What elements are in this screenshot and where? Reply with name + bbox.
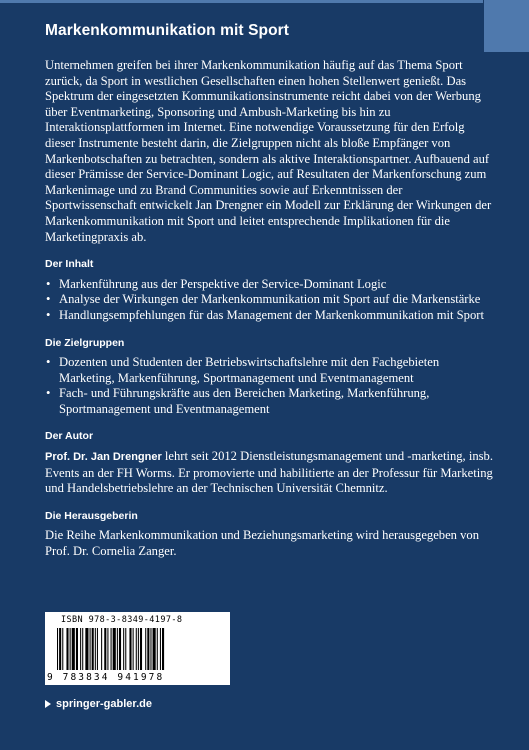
barcode-bar <box>104 628 106 670</box>
barcode-bar <box>150 628 151 670</box>
barcode-bars <box>57 628 219 670</box>
barcode-bar <box>97 628 98 670</box>
barcode-bar <box>107 628 108 670</box>
barcode-bar <box>136 628 137 670</box>
barcode-bar <box>101 628 102 670</box>
author-bio: lehrt seit 2012 Dienstleistungsmanagement und -marketing, insb. Events an der FH Worms. Er promovierte und habilitierte an der Professur für Marketing und Handelsbetriebslehre an der Technischen Universität Chemnitz. <box>45 449 493 496</box>
zielgruppen-list <box>45 355 493 417</box>
barcode-bar <box>138 628 139 670</box>
list-item: • Dozenten und Studenten der Betriebswirtschaftslehre mit den Fachgebieten Marketing, Markenführung, Sportmanagement und Eventmanagement <box>45 355 493 386</box>
header-rule <box>0 0 483 3</box>
arrow-right-icon <box>45 700 51 708</box>
list-item: • Markenführung aus der Perspektive der Service-Dominant Logic <box>45 277 493 293</box>
list-item: • Analyse der Wirkungen der Markenkommunikation mit Sport auf die Markenstärke <box>45 292 493 308</box>
barcode-bar <box>59 628 61 670</box>
barcode-bar <box>85 628 88 670</box>
barcode-bar <box>70 628 71 670</box>
barcode-bar <box>66 628 68 670</box>
barcode-digits: 9 783834 941978 <box>47 672 165 683</box>
barcode-bar <box>133 628 134 670</box>
barcode-bar <box>76 628 78 670</box>
barcode-bar <box>162 628 164 670</box>
barcode-bar <box>129 628 131 670</box>
barcode-bar <box>82 628 83 670</box>
barcode-bar <box>147 628 149 670</box>
barcode-bar <box>119 628 121 670</box>
section-heading-inhalt: Der Inhalt <box>45 258 94 271</box>
intro-paragraph: Unternehmen greifen bei ihrer Markenkommunikation häufig auf das Thema Sport zurück, da Sport in westlichen Gesellschaften einen hohen Stellenwert genießt. Das Spektrum der eingesetzten Kommunikationsinstrumente reicht dabei von der Werbung über Eventmarketing, Sponsoring und Ambush-Marketing bis hin zu Interaktionsplattformen im Internet. Eine notwendige Voraussetzung für den Erfolg dieser Instrumente besteht darin, die Zielgruppen nicht als bloße Empfänger von Markenbotschaften zu betrachten, sondern als aktive Interaktionspartner. Aufbauend auf dieser Prämisse der Service-Dominant Logic, auf Resultaten der Markenforschung zum Markenimage und zu Brand Communities sowie auf Erkenntnissen der Sportwissenschaft entwickelt Jan Drengner ein Modell zur Erklärung der Wirkungen der Markenkommunikation mit Sport und leitet entsprechende Implikationen für die Marketingpraxis ab. <box>45 58 492 244</box>
barcode-bar <box>123 628 124 670</box>
barcode-bar <box>80 628 81 670</box>
book-title: Markenkommunikation mit Sport <box>45 22 290 39</box>
list-item: • Fach- und Führungskräfte aus den Bereichen Marketing, Markenführung, Sportmanagement und Eventmanagement <box>45 386 493 417</box>
barcode-bar <box>111 628 112 670</box>
section-heading-autor: Der Autor <box>45 430 94 443</box>
isbn-text: ISBN 978-3-8349-4197-8 <box>61 615 183 625</box>
corner-accent-block <box>484 0 529 52</box>
author-paragraph <box>45 449 493 497</box>
barcode-bar <box>125 628 126 670</box>
barcode-bar <box>95 628 96 670</box>
back-cover-text <box>45 58 493 560</box>
barcode-bar <box>153 628 156 670</box>
barcode-bar <box>145 628 146 670</box>
isbn-barcode <box>45 612 230 685</box>
barcode-bar <box>117 628 118 670</box>
barcode-bar <box>62 628 63 670</box>
website-label: springer-gabler.de <box>56 698 152 710</box>
editor-paragraph: Die Reihe Markenkommunikation und Beziehungsmarketing wird herausgegeben von Prof. Dr. Cornelia Zanger. <box>45 528 480 559</box>
barcode-bar <box>57 628 58 670</box>
barcode-bar <box>140 628 142 670</box>
inhalt-list <box>45 277 493 324</box>
list-item: • Handlungsempfehlungen für das Management der Markenkommunikation mit Sport <box>45 308 493 324</box>
barcode-bar <box>113 628 116 670</box>
barcode-bar <box>160 628 161 670</box>
barcode-bar <box>90 628 91 670</box>
publisher-website[interactable] <box>45 698 152 710</box>
section-heading-herausgeberin: Die Herausgeberin <box>45 509 138 522</box>
barcode-bar <box>157 628 158 670</box>
section-heading-zielgruppen: Die Zielgruppen <box>45 336 125 349</box>
author-name: Prof. Dr. Jan Drengner <box>45 451 162 464</box>
barcode-bar <box>92 628 94 670</box>
barcode-bar <box>72 628 75 670</box>
